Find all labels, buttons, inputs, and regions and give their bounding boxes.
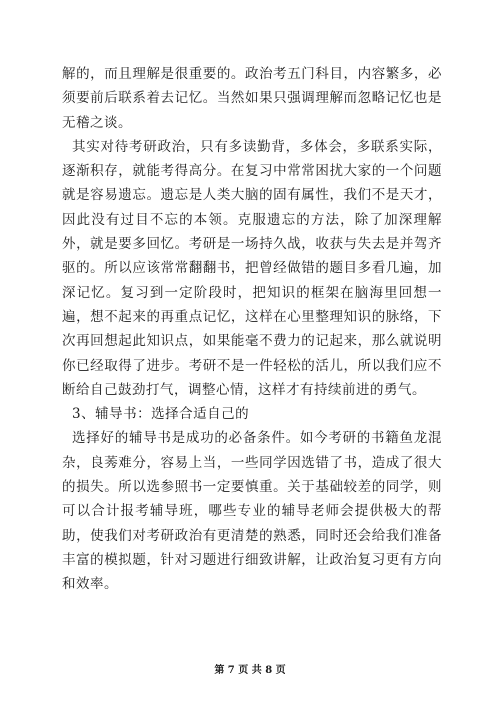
section-heading: 3、辅导书：选择合适自己的	[72, 406, 250, 423]
document-body	[62, 62, 442, 597]
paragraph-2: 其实对待考研政治，只有多读勤背，多体会，多联系实际，逐渐积存，就能考得高分。在复习中常常困扰大家的一个问题就是容易遗忘。遗忘是人类大脑的固有属性，我们不是天才，因此没有过目不忘的本领。克服遗忘的方法，除了加深理解外，就是要多回忆。考研是一场持久战，收获与失去是并驾齐驱的。所以应该常常翻翻书，把曾经做错的题目多看几遍，加深记忆。复习到一定阶段时，把知识的框架在脑海里回想一遍，想不起来的再重点记忆，这样在心里整理知识的脉络，下次再回想起此知识点，如果能毫不费力的记起来，那么就说明你已经取得了进步。考研不是一件轻松的活儿，所以我们应不断给自己鼓劲打气，调整心情，这样才有持续前进的勇气。	[62, 138, 442, 398]
paragraph-1: 解的，而且理解是很重要的。政治考五门科目，内容繁多，必须要前后联系着去记忆。当然如果只强调理解而忽略记忆也是无稽之谈。	[62, 66, 442, 131]
paragraph-3: 选择好的辅导书是成功的必备条件。如今考研的书籍鱼龙混杂，良莠难分，容易上当，一些同学因选错了书，造成了很大的损失。所以选参照书一定要慎重。关于基础较差的同学，则可以合计报考辅导班，哪些专业的辅导老师会提供极大的帮助，使我们对考研政治有更清楚的熟悉，同时还会给我们准备丰富的模拟题，针对习题进行细致讲解，让政治复习更有方向和效率。	[62, 430, 442, 593]
page-number-footer: 第 7 页 共 8 页	[214, 665, 286, 676]
